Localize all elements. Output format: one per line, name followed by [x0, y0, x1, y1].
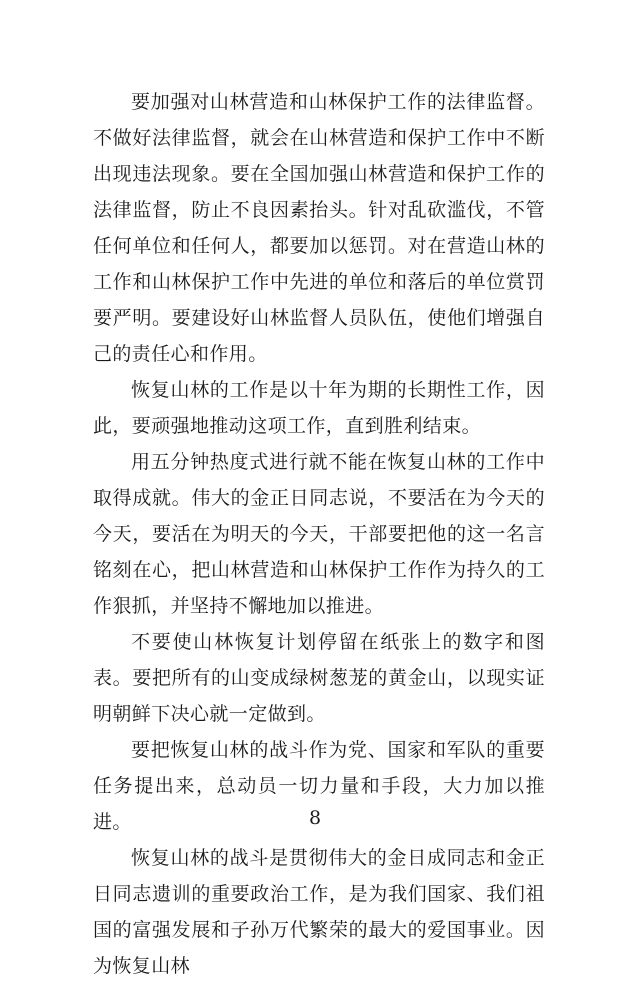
- paragraph: 要加强对山林营造和山林保护工作的法律监督。不做好法律监督，就会在山林营造和保护工作中不断出现违法现象。要在全国加强山林营造和保护工作的法律监督，防止不良因素抬头。针对乱砍滥伐，不管任何单位和任何人，都要加以惩罚。对在营造山林的工作和山林保护工作中先进的单位和落后的单位赏罚要严明。要建设好山林监督人员队伍，使他们增强自己的责任心和作用。: [93, 91, 545, 365]
- page-number: 8: [308, 807, 322, 829]
- body-text: [93, 84, 545, 984]
- paragraph: 恢复山林的工作是以十年为期的长期性工作，因此，要顽强地推动这项工作，直到胜利结束。: [93, 379, 545, 437]
- paragraph: 用五分钟热度式进行就不能在恢复山林的工作中取得成就。伟大的金正日同志说，不要活在为今天的今天，要活在为明天的今天，干部要把他的这一名言铭刻在心，把山林营造和山林保护工作作为持久的工作狠抓，并坚持不懈地加以推进。: [93, 451, 545, 617]
- paragraph: 不要使山林恢复计划停留在纸张上的数字和图表。要把所有的山变成绿树葱茏的黄金山，以现实证明朝鲜下决心就一定做到。: [93, 631, 545, 725]
- paragraph: 恢复山林的战斗是贯彻伟大的金日成同志和金正日同志遗训的重要政治工作，是为我们国家、我们祖国的富强发展和子孙万代繁荣的最大的爱国事业。因为恢复山林: [93, 847, 545, 977]
- paragraph: 要把恢复山林的战斗作为党、国家和军队的重要任务提出来，总动员一切力量和手段，大力加以推进。: [93, 739, 545, 833]
